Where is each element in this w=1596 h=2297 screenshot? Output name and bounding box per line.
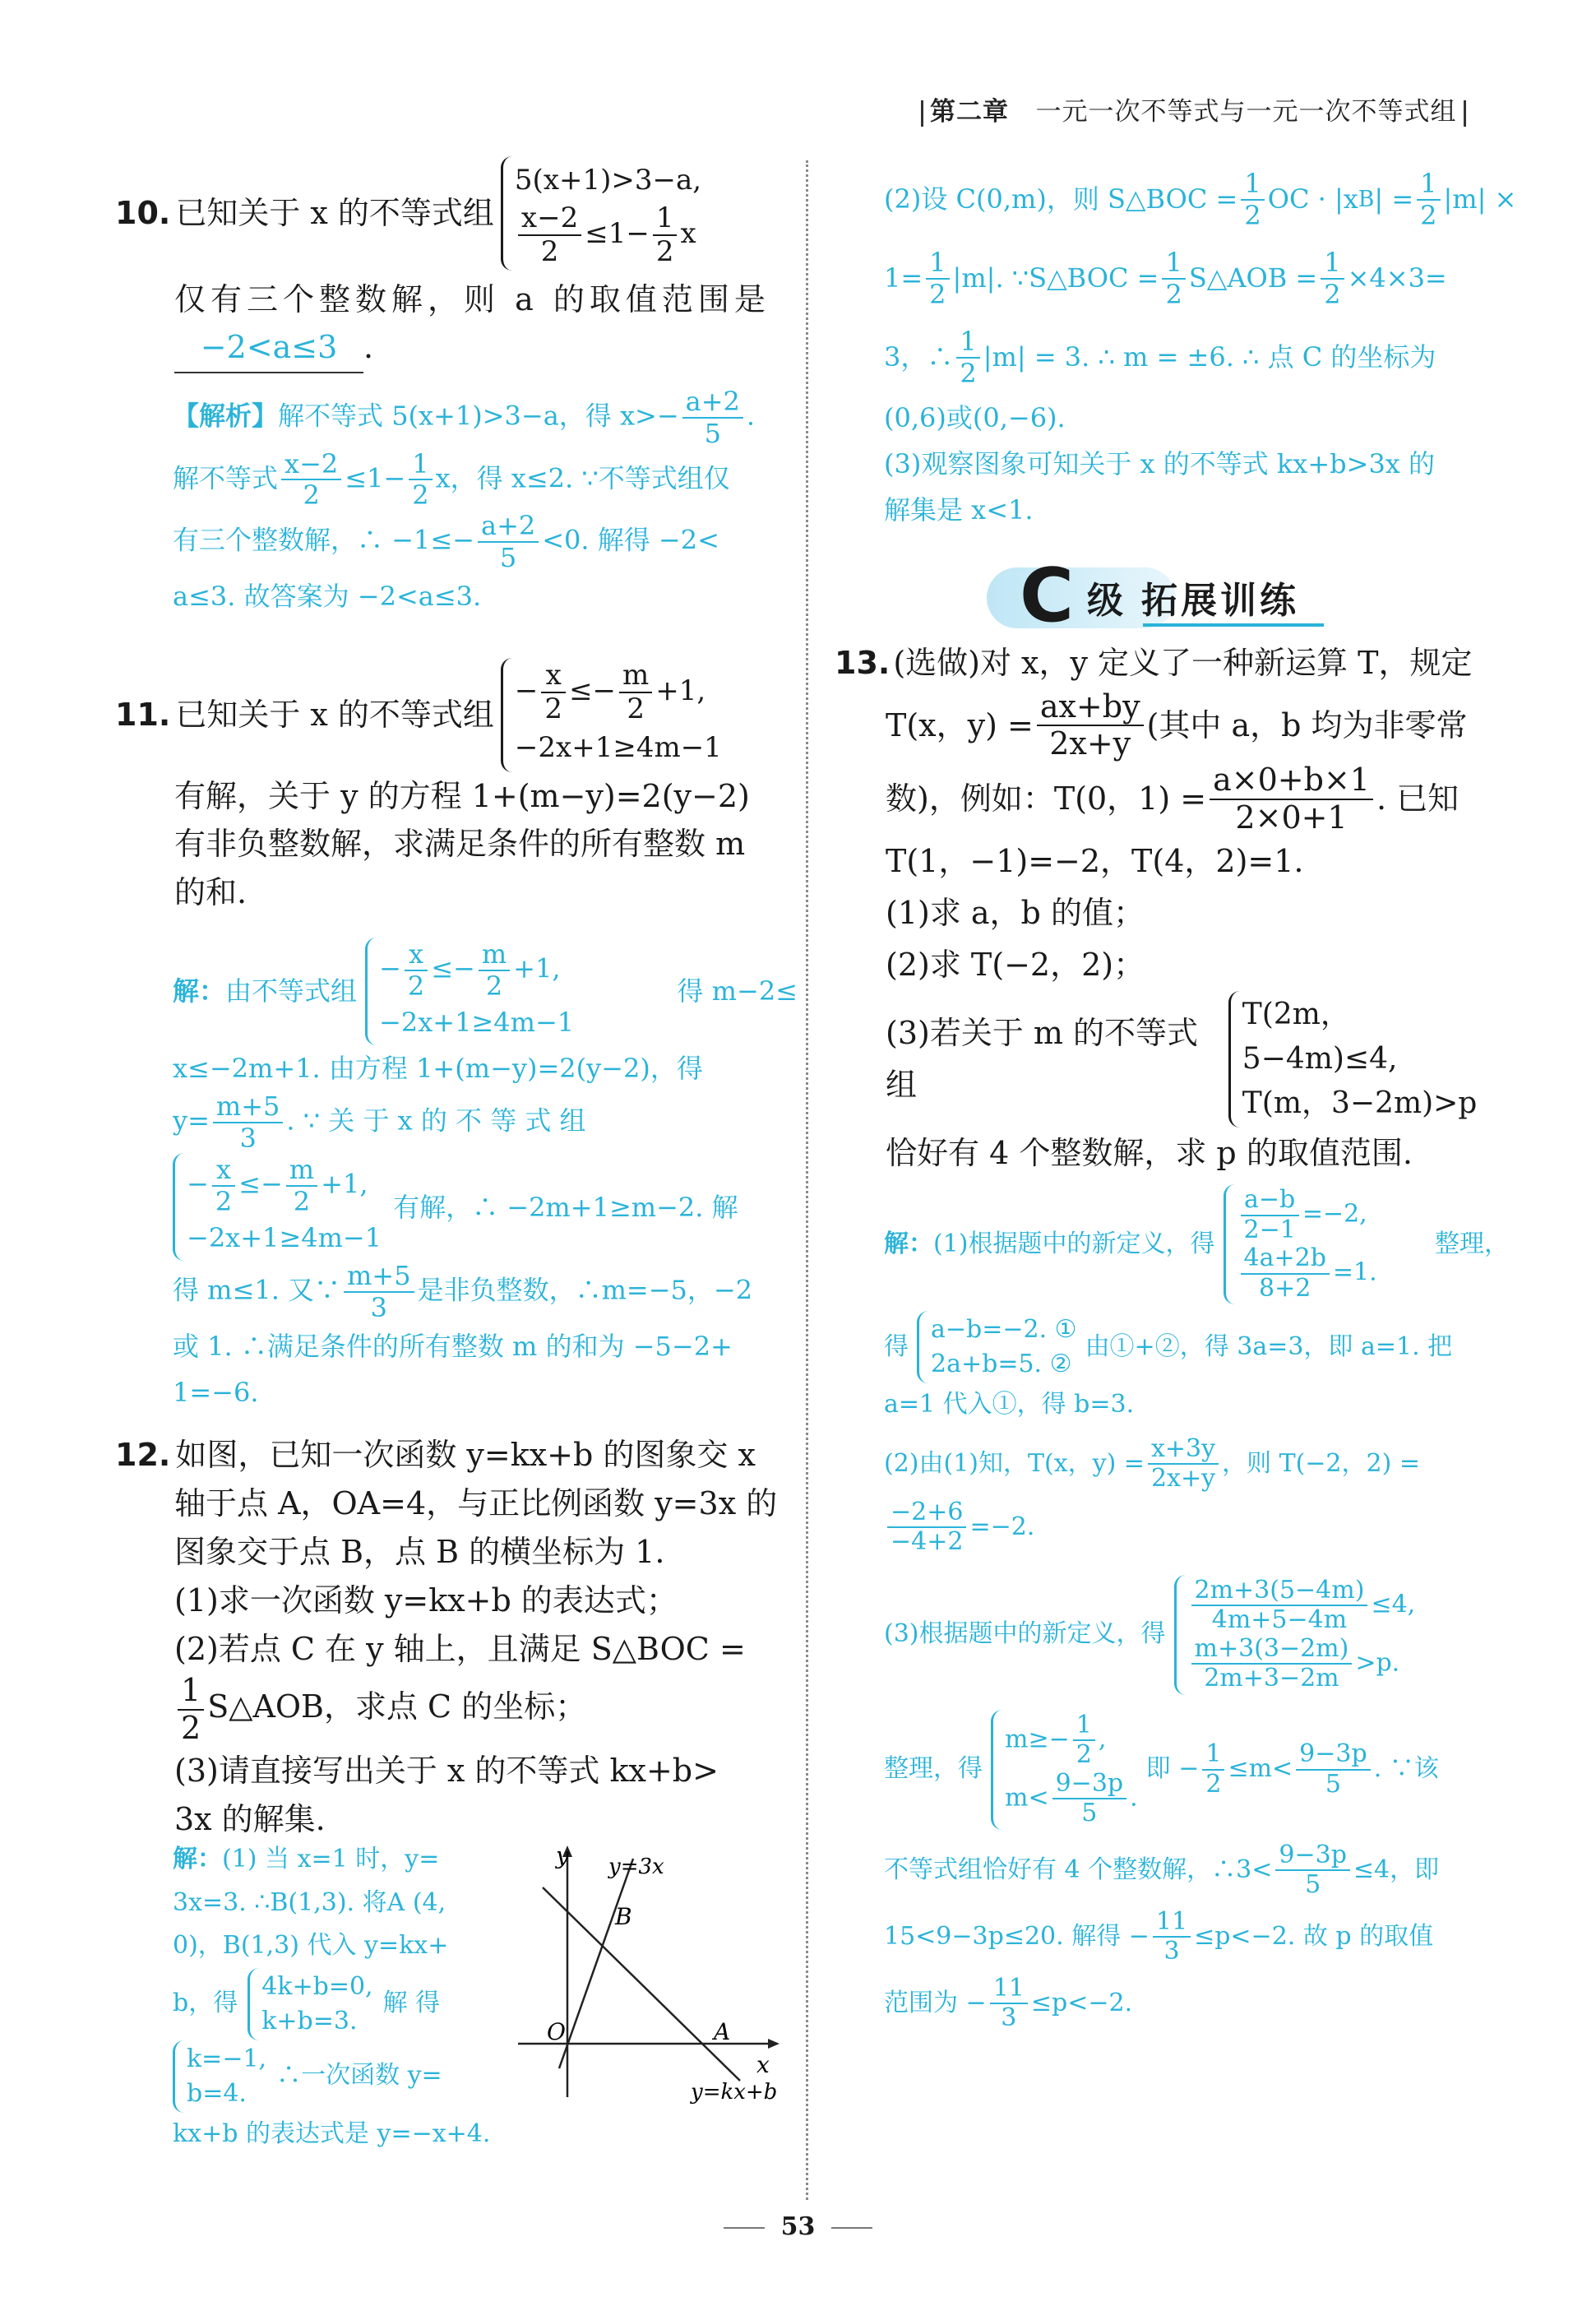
x-axis-label: x bbox=[756, 2051, 770, 2078]
origin-label: O bbox=[547, 2018, 566, 2045]
solution-line: 1=−6. bbox=[173, 1376, 259, 1408]
analysis-line: 有三个整数解，∴ −1≤− $\frac{a+2}{5}$ <0. 解得 −2< bbox=[173, 510, 719, 573]
question-text: (1)求 a，b 的值； bbox=[886, 895, 1145, 932]
solution-line: 解集是 x<1. bbox=[884, 494, 1034, 526]
solution-line: 3，∴ $\frac{1}{2}$ |m| = 3. ∴ m = ±6. ∴ 点 C 的坐标为 bbox=[884, 326, 1436, 389]
column-divider bbox=[806, 160, 808, 2200]
solution-line: $\frac{-2+6}{-4+2}$ =−2. bbox=[884, 1498, 1509, 1557]
question-number: 10. bbox=[115, 194, 171, 231]
solution-line: − $\frac{x}{2}$ ≤− $\frac{m}{2}$ +1, −2x+1≥4m−1 有解，∴ −2m+1≥m−2. 解 bbox=[173, 1153, 798, 1261]
analysis-line: 【解析】解不等式 5(x+1)>3−a，得 x>− $\frac{a+2}{5}$ . bbox=[173, 386, 756, 449]
equation-system: k=−1, b=4. bbox=[173, 2040, 266, 2113]
solution-line: y= $\frac{m+5}{3}$ . ∵ 关 于 x 的 不 等 式 组 bbox=[173, 1090, 586, 1154]
section-c-heading bbox=[987, 553, 1332, 643]
inequality-system: m≥− $\frac{1}{2}$ , m< $\frac{9-3p}{5}$ . bbox=[991, 1710, 1138, 1830]
question-text: 有解，关于 y 的方程 1+(m−y)=2(y−2) bbox=[174, 777, 750, 814]
solution-line: 得 a−b=−2. ① 2a+b=5. ② 由①+②，得 3a=3，即 a=1. 把 bbox=[884, 1311, 1509, 1383]
solution-line: 1= $\frac{1}{2}$ |m|. ∵S△BOC = $\frac{1}{2}$ S△AOB = $\frac{1}{2}$ ×4×3= bbox=[884, 247, 1447, 310]
chapter-title: 一元一次不等式与一元一次不等式组 bbox=[1035, 97, 1457, 127]
question-text: (3)请直接写出关于 x 的不等式 kx+b> bbox=[174, 1752, 719, 1789]
chapter-label: 第二章 bbox=[930, 97, 1009, 127]
solution-line: a=1 代入①，得 b=3. bbox=[884, 1390, 1135, 1419]
solution-line: k=−1, b=4. ∴一次函数 y= bbox=[173, 2040, 502, 2113]
running-header bbox=[914, 90, 1515, 133]
page-number-text: 53 bbox=[780, 2212, 816, 2241]
inequality-line: −2x+1≥4m−1 bbox=[514, 731, 722, 765]
question-11 bbox=[115, 658, 789, 917]
question-13 bbox=[835, 637, 1501, 1179]
solution-line: 0)，B(1,3) 代入 y=kx+ bbox=[173, 1931, 449, 1960]
question-text: 的和. bbox=[174, 874, 247, 911]
question-text: (2)求 T(−2，2)； bbox=[886, 946, 1145, 983]
inequality-system: $\frac{2m+3(5-4m)}{4m+5-4m}$ ≤4, $\frac{m+3(3-2m)}{2m+3-2m}$ >p. bbox=[1174, 1575, 1416, 1695]
header-bar bbox=[921, 100, 923, 127]
inequality-system: − $\frac{x}{2}$ ≤− $\frac{m}{2}$ +1, −2x+1≥4m−1 bbox=[173, 1153, 382, 1261]
solution-line: (2)由(1)知，T(x，y) = $\frac{x+3y}{2x+y}$ ，则 T(−2，2) = bbox=[884, 1433, 1420, 1493]
solution-line: b，得 4k+b=0, k+b=3. 解 得 bbox=[173, 1968, 502, 2040]
question-text: T(x，y) = $\frac{ax+by}{2x+y}$ (其中 a，b 均为非零常 bbox=[886, 688, 1468, 762]
question-text: (3)若关于 m 的不等式组 T(2m，5−4m)≤4, T(m，3−2m)>p bbox=[886, 991, 1501, 1128]
solution-line: 整理，得 m≥− $\frac{1}{2}$ , m< $\frac{9-3p}{5}$ . 即 − $\frac{1}{2}$ ≤m< $\frac{9-3p}{5}$ . ∵该 bbox=[884, 1710, 1509, 1830]
inequality-system: − $\frac{x}{2}$ ≤− $\frac{m}{2}$ +1, −2x+1≥4m−1 bbox=[365, 938, 574, 1045]
point-a-label: A bbox=[714, 2018, 731, 2045]
question-text: 恰好有 4 个整数解，求 p 的取值范围. bbox=[886, 1134, 1413, 1171]
question-number: 12. bbox=[115, 1437, 171, 1473]
inequality-line: − $\frac{x}{2}$ ≤− $\frac{m}{2}$ +1, bbox=[514, 659, 706, 726]
equation-system: $\frac{a-b}{2-1}$ =−2, $\frac{4a+2b}{8+2}$ =1. bbox=[1224, 1184, 1377, 1304]
analysis-line: 解不等式 $\frac{x-2}{2}$ ≤1− $\frac{1}{2}$ x，得 x≤2. ∵不等式组仅 bbox=[173, 447, 730, 512]
point-b-label: B bbox=[615, 1903, 632, 1930]
analysis-tag: 【解析】 bbox=[173, 400, 279, 432]
answer-line: −2<a≤3 . bbox=[174, 323, 789, 373]
question-text: (选做)对 x，y 定义了一种新运算 T，规定 bbox=[893, 645, 1473, 681]
inequality-system bbox=[501, 658, 722, 772]
answer-blank: −2<a≤3 bbox=[174, 323, 363, 373]
y-axis-label: y bbox=[556, 1842, 569, 1869]
solution-11 bbox=[173, 938, 798, 1415]
question-12 bbox=[115, 1431, 789, 1844]
solution-line: (3)根据题中的新定义，得 $\frac{2m+3(5-4m)}{4m+5-4m}$ ≤4, $\frac{m+3(3-2m)}{2m+3-2m}$ >p. bbox=[884, 1575, 1509, 1695]
solution-line: 不等式组恰好有 4 个整数解，∴3< $\frac{9-3p}{5}$ ≤4，即 bbox=[884, 1840, 1440, 1899]
section-letter: C bbox=[1020, 553, 1075, 639]
solution-line: kx+b 的表达式是 y=−x+4. bbox=[173, 2119, 491, 2148]
analysis-10 bbox=[173, 387, 798, 619]
question-text: 数)，例如：T(0，1) = $\frac{a\times 0+b\times 1}{2\times 0+1}$ . 已知 bbox=[886, 762, 1460, 836]
solution-line: 解：(1) 当 x=1 时，y= bbox=[173, 1845, 440, 1873]
inequality-system: T(2m，5−4m)≤4, T(m，3−2m)>p bbox=[1228, 991, 1501, 1128]
question-text: 3x 的解集. bbox=[174, 1800, 326, 1837]
line-label-kx-b: y=kx+b bbox=[691, 2080, 778, 2105]
question-text: $\frac{1}{2}$ S△AOB，求点 C 的坐标； bbox=[174, 1673, 789, 1746]
solution-12-continued bbox=[884, 160, 1517, 535]
question-text: 如图，已知一次函数 y=kx+b 的图象交 x bbox=[175, 1437, 756, 1473]
solution-line: 或 1. ∴满足条件的所有整数 m 的和为 −5−2+ bbox=[173, 1330, 733, 1362]
question-text: (1)求一次函数 y=kx+b 的表达式； bbox=[174, 1582, 678, 1619]
inequality-system bbox=[501, 156, 701, 271]
question-number: 13. bbox=[835, 645, 891, 681]
question-text: T(1，−1)=−2，T(4，2)=1. bbox=[886, 843, 1304, 880]
section-underline bbox=[1143, 623, 1324, 627]
line-y-3x bbox=[559, 1859, 633, 2068]
solution-line: 3x=3. ∴B(1,3). 将A (4, bbox=[173, 1887, 446, 1917]
solution-line: 15<9−3p≤20. 解得 − $\frac{11}{3}$ ≤p<−2. 故 p 的取值 bbox=[884, 1906, 1434, 1966]
equation-system: 4k+b=0, k+b=3. bbox=[247, 1968, 372, 2040]
question-10 bbox=[115, 156, 789, 373]
page-number-dash bbox=[724, 2227, 765, 2229]
solution-12 bbox=[173, 1838, 502, 2156]
section-level: 级 bbox=[1087, 580, 1123, 622]
solution-line: (0,6)或(0,−6). bbox=[884, 402, 1066, 433]
solution-line: 解： 由不等式组 − $\frac{x}{2}$ ≤− $\frac{m}{2}$ +1, −2x+1≥4m−1 得 m−2≤ bbox=[173, 938, 798, 1045]
line-label-3x: y=3x bbox=[608, 1855, 664, 1879]
inequality-line: 5(x+1)>3−a, bbox=[514, 164, 702, 197]
solution-line: (2)设 C(0,m)，则 S△BOC = $\frac{1}{2}$ OC · |x B | = $\frac{1}{2}$ |m| × bbox=[884, 168, 1517, 231]
solution-line: 范围为 − $\frac{11}{3}$ ≤p<−2. bbox=[884, 1973, 1133, 2032]
section-title: 拓展训练 bbox=[1141, 580, 1299, 622]
header-bar-end bbox=[1464, 100, 1466, 127]
inequality-line: $\frac{x-2}{2}$ ≤1− $\frac{1}{2}$ x bbox=[515, 202, 701, 268]
solution-line: 得 m≤1. 又∵ $\frac{m+5}{3}$ 是非负整数，∴m=−5，−2 bbox=[173, 1260, 753, 1323]
line-kx-b bbox=[543, 1887, 740, 2081]
solution-line: 解： (1)根据题中的新定义，得 $\frac{a-b}{2-1}$ =−2, $\frac{4a+2b}{8+2}$ =1. 整理， bbox=[884, 1184, 1509, 1304]
page-number bbox=[0, 2212, 1596, 2241]
question-text: 图象交于点 B，点 B 的横坐标为 1. bbox=[174, 1533, 665, 1570]
question-text: 已知关于 x 的不等式组 bbox=[175, 696, 494, 733]
solution-line: x≤−2m+1. 由方程 1+(m−y)=2(y−2)，得 bbox=[173, 1052, 703, 1084]
question-text: 轴于点 A，OA=4，与正比例函数 y=3x 的 bbox=[174, 1484, 778, 1521]
x-axis-arrow bbox=[768, 2039, 779, 2049]
solution-13 bbox=[884, 1184, 1509, 2033]
analysis-line: a≤3. 故答案为 −2<a≤3. bbox=[173, 580, 482, 612]
solution-line: (3)观察图象可知关于 x 的不等式 kx+b>3x 的 bbox=[884, 448, 1436, 479]
equation-system: a−b=−2. ① 2a+b=5. ② bbox=[917, 1311, 1077, 1383]
question-text: 仅有三个整数解，则 a 的取值范围是 bbox=[174, 280, 770, 317]
question-number: 11. bbox=[115, 696, 171, 733]
question-text: 有非负整数解，求满足条件的所有整数 m bbox=[174, 826, 746, 863]
page-number-dash bbox=[831, 2227, 872, 2229]
question-text: (2)若点 C 在 y 轴上，且满足 S△BOC = bbox=[174, 1630, 746, 1667]
question-text: 已知关于 x 的不等式组 bbox=[175, 194, 494, 231]
function-graph bbox=[510, 1842, 789, 2114]
